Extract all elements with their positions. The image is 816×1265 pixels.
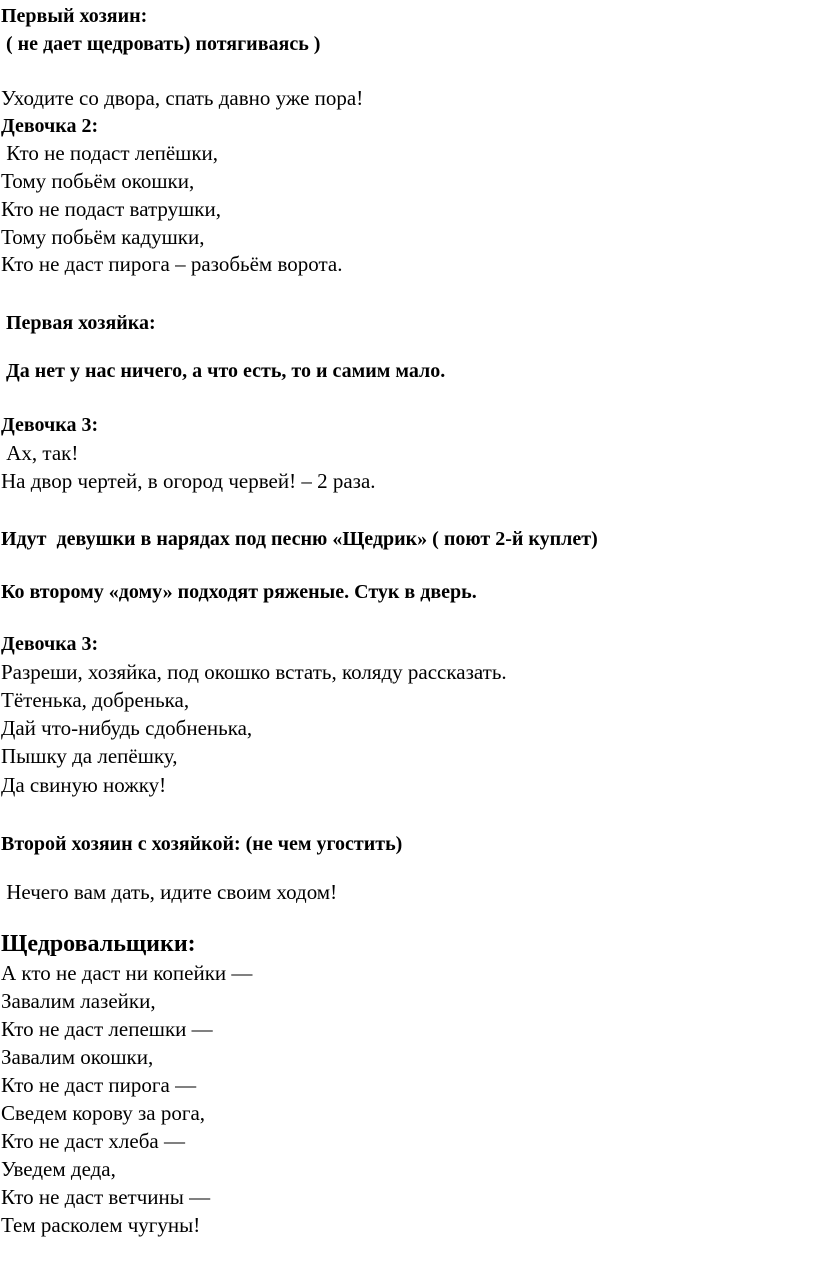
dialogue-line: Да свиную ножку! [1, 773, 167, 797]
verse-line: Тем расколем чугуны! [1, 1213, 201, 1237]
dialogue-line: Уходите со двора, спать давно уже пора! [1, 86, 364, 110]
stage-direction: ( не дает щедровать) потягиваясь ) [1, 33, 321, 55]
verse-line: А кто не даст ни копейки — [1, 961, 253, 985]
speaker-heading: Девочка 2: [1, 115, 99, 137]
dialogue-line: Кто не даст пирога – разобьём ворота. [1, 252, 343, 276]
dialogue-line: Да нет у нас ничего, а что есть, то и самим мало. [1, 360, 446, 382]
verse-line: Сведем корову за рога, [1, 1101, 206, 1125]
speaker-heading: Щедровальщики: [1, 931, 196, 957]
dialogue-line: Пышку да лепёшку, [1, 744, 178, 768]
verse-line: Кто не даст ветчины — [1, 1185, 211, 1209]
stage-direction: Ко второму «дому» подходят ряженые. Стук в дверь. [1, 581, 477, 603]
speaker-heading: Первая хозяйка: [1, 312, 156, 334]
speaker-heading: Первый хозяин: [1, 5, 148, 27]
verse-line: Завалим окошки, [1, 1045, 154, 1069]
speaker-heading: Девочка 3: [1, 633, 99, 655]
dialogue-line: Нечего вам дать, идите своим ходом! [1, 880, 338, 904]
verse-line: Кто не даст лепешки — [1, 1017, 213, 1041]
dialogue-line: Кто не подаст лепёшки, [1, 141, 219, 165]
dialogue-line: Ах, так! [1, 441, 79, 465]
dialogue-line: На двор чертей, в огород червей! – 2 раза. [1, 469, 376, 493]
stage-direction: Идут девушки в нарядах под песню «Щедрик» ( поют 2-й куплет) [1, 528, 598, 550]
dialogue-line: Дай что-нибудь сдобненька, [1, 716, 253, 740]
verse-line: Завалим лазейки, [1, 989, 156, 1013]
dialogue-line: Тётенька, добренька, [1, 688, 190, 712]
dialogue-line: Тому побьём окошки, [1, 169, 195, 193]
dialogue-line: Кто не подаст ватрушки, [1, 197, 221, 221]
stage-direction: Второй хозяин с хозяйкой: (не чем угостить) [1, 833, 403, 855]
verse-line: Кто не даст пирога — [1, 1073, 197, 1097]
speaker-heading: Девочка 3: [1, 414, 99, 436]
dialogue-line: Тому побьём кадушки, [1, 225, 205, 249]
dialogue-line: Разреши, хозяйка, под окошко встать, коляду рассказать. [1, 660, 507, 684]
verse-line: Кто не даст хлеба — [1, 1129, 185, 1153]
verse-line: Уведем деда, [1, 1157, 116, 1181]
